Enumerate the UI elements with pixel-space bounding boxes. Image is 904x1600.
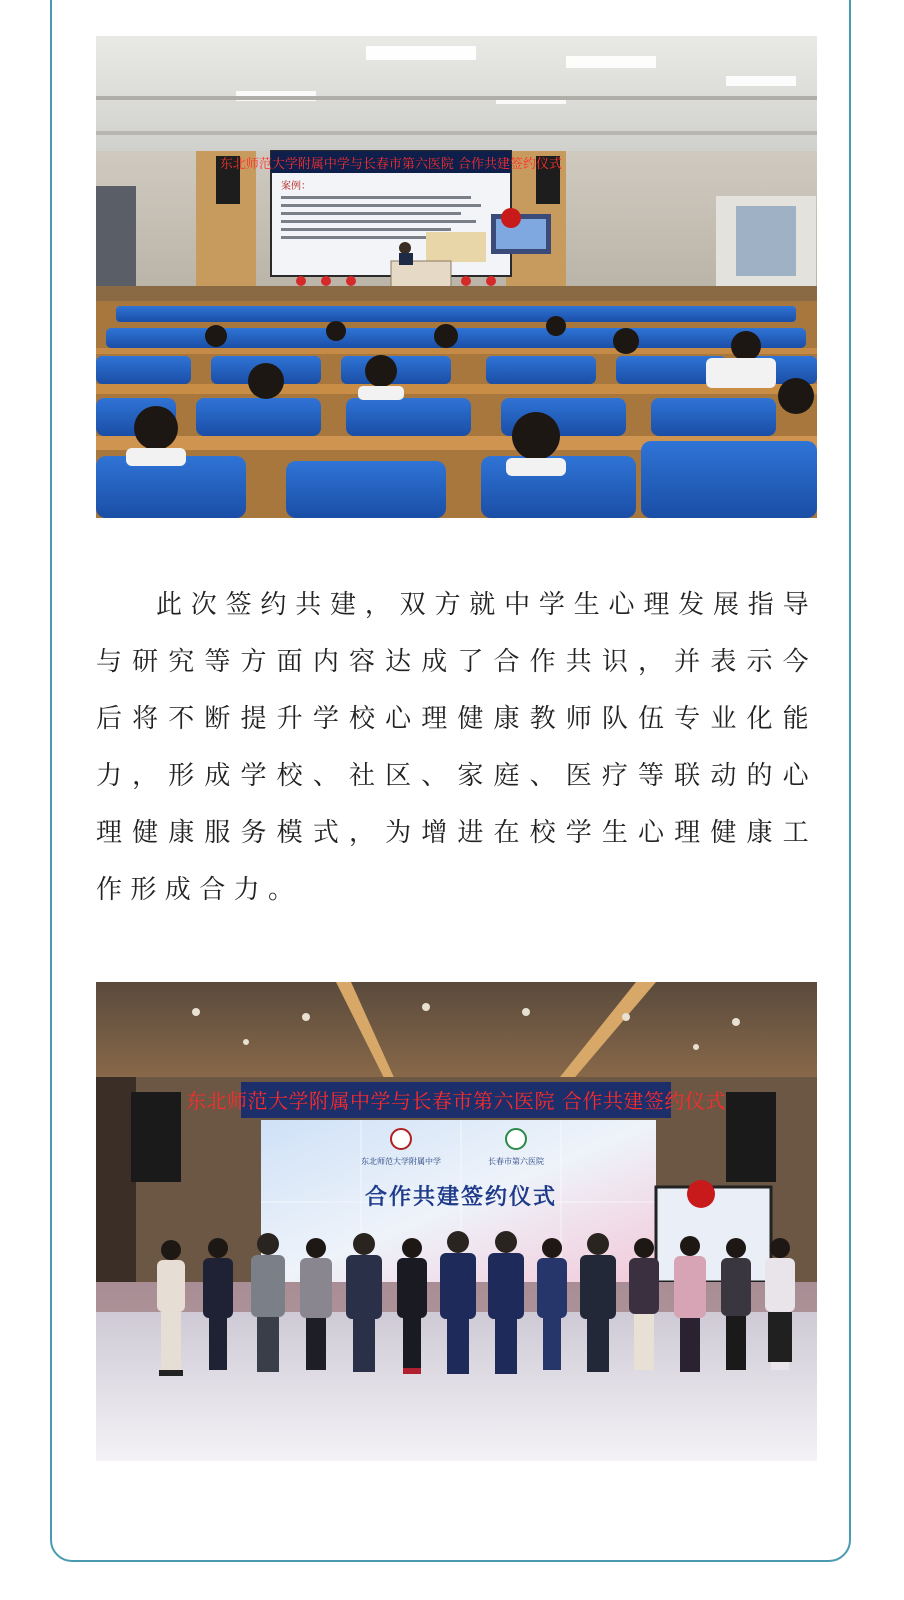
photo2-school-label: 东北师范大学附属中学 [361,1157,441,1166]
photo2-hospital-label: 长春市第六医院 [488,1157,544,1166]
auditorium-audience-photo [96,36,817,518]
photo1-slide-heading: 案例： [281,181,311,192]
photo1-banner: 东北师范大学附属中学与长春市第六医院 合作共建签约仪式 [219,157,563,172]
photo2-screen-title: 合作共建签约仪式 [364,1185,558,1210]
photo2-banner: 东北师范大学附属中学与长春市第六医院 合作共建签约仪式 [186,1089,726,1113]
group-signing-photo [96,982,817,1461]
article-paragraph: 此次签约共建，双方就中学生心理发展指导与研究等方面内容达成了合作共识，并表示今后将不断提升学校心理健康教师队伍专业化能力，形成学校、社区、家庭、医疗等联动的心理健康服务模式，为增进在校学生心理健康工作形成合力。 [96,590,817,905]
